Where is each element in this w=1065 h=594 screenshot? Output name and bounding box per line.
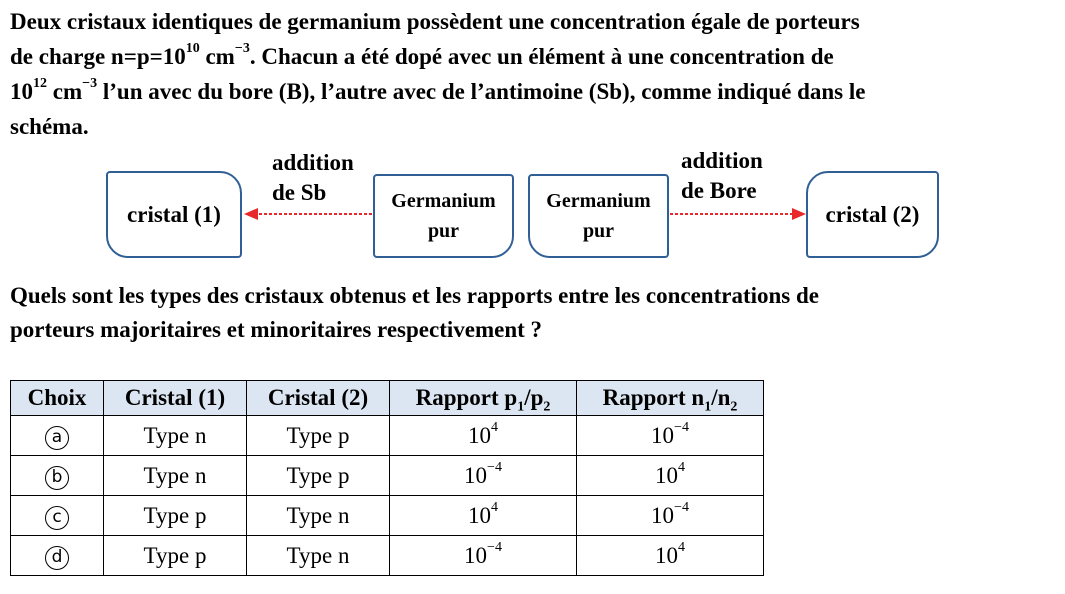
cristal-2-cell: Type n [247,496,390,536]
pur-label: pur [427,220,460,242]
subscript: 1 [517,399,525,415]
exponent: 4 [491,499,498,515]
base: 10 [651,422,675,448]
base: 10 [468,422,491,448]
header-cristal-2: Cristal (2) [247,381,390,416]
text: cm [199,44,235,69]
cristal-2-cell: Type p [247,416,390,456]
text: . Chacun a été dopé avec un élément à une concentration de [249,44,834,69]
rapport-n-cell [577,536,764,576]
pur-label: pur [582,220,615,242]
exponent: −4 [674,499,689,515]
base: 10 [655,542,678,568]
germanium-label: Germanium [391,190,496,212]
header-choix: Choix [11,381,104,416]
statement-line-4: schéma. [10,114,89,139]
exponent: 12 [33,76,47,92]
question-line-1: Quels sont les types des cristaux obtenus et les rapports entre les concentrations de [10,283,819,308]
text: Rapport p [415,385,518,410]
arrow-bore-head [792,208,806,220]
base: 10 [464,542,488,568]
rapport-p-cell [390,496,577,536]
cristal-1-box [106,171,242,258]
exponent: −3 [234,41,250,57]
cristal-1-cell: Type p [104,536,247,576]
table-row[interactable] [11,536,764,576]
rapport-n-cell [577,496,764,536]
germanium-pur-box-right [528,174,669,258]
choices-table [10,380,764,576]
text: 10 [10,79,33,104]
statement-line-1: Deux cristaux identiques de germanium possèdent une concentration égale de porteurs [10,9,860,34]
de-sb-text: de Sb [272,180,327,205]
header-cristal-1: Cristal (1) [104,381,247,416]
cristal-1-cell: Type n [104,456,247,496]
question-line-2: porteurs majoritaires et minoritaires respectivement ? [10,317,543,342]
germanium-label: Germanium [546,190,651,212]
text: /n [711,385,731,410]
choice-cell[interactable] [11,416,104,456]
table-row[interactable] [11,416,764,456]
question-text [10,279,1060,347]
base: 10 [464,462,488,488]
subscript: 1 [704,399,712,415]
exponent: 4 [491,419,498,435]
subscript: 2 [543,399,551,415]
cristal-1-label: cristal (1) [127,201,221,227]
addition-bore-label [681,146,763,206]
germanium-pur-box-left [373,174,514,258]
text: l’un avec du bore (B), l’autre avec de l’antimoine (Sb), comme indiqué dans le [97,79,866,104]
rapport-p-cell [390,416,577,456]
rapport-n-cell [577,416,764,456]
exponent: 10 [185,41,200,57]
cristal-1-cell: Type p [104,496,247,536]
table-header-row [11,381,764,416]
choice-c-marker[interactable]: c [45,506,69,530]
exponent: −4 [487,459,502,475]
addition-text: addition [681,148,763,173]
cristal-1-cell: Type n [104,416,247,456]
choice-a-marker[interactable]: a [45,426,69,450]
choice-cell[interactable] [11,496,104,536]
base: 10 [651,502,675,528]
subscript: 2 [730,399,738,415]
exponent: −4 [487,539,502,555]
cristal-2-label: cristal (2) [825,201,920,227]
rapport-p-cell [390,456,577,496]
text: Rapport n [602,385,705,410]
table-row[interactable] [11,456,764,496]
rapport-n-cell [577,456,764,496]
base: 10 [468,502,491,528]
rapport-p-cell [390,536,577,576]
choice-cell[interactable] [11,536,104,576]
table-row[interactable] [11,496,764,536]
exponent: 4 [678,539,685,555]
exponent: 4 [678,459,685,475]
text: de charge n=p=10 [10,44,186,69]
base: 10 [655,462,678,488]
header-rapport-n [577,381,764,416]
de-bore-text: de Bore [681,178,757,203]
choice-d-marker[interactable]: d [45,546,69,570]
text: cm [47,79,83,104]
exponent: −3 [82,76,98,92]
choice-b-marker[interactable]: b [45,466,69,490]
addition-text: addition [272,150,354,175]
cristal-2-box [806,171,939,258]
addition-sb-label [272,148,354,208]
choice-cell[interactable] [11,456,104,496]
exponent: −4 [674,419,689,435]
header-rapport-p [390,381,577,416]
cristal-2-cell: Type n [247,536,390,576]
cristal-2-cell: Type p [247,456,390,496]
text: /p [524,385,544,410]
arrow-sb-head [244,208,258,220]
